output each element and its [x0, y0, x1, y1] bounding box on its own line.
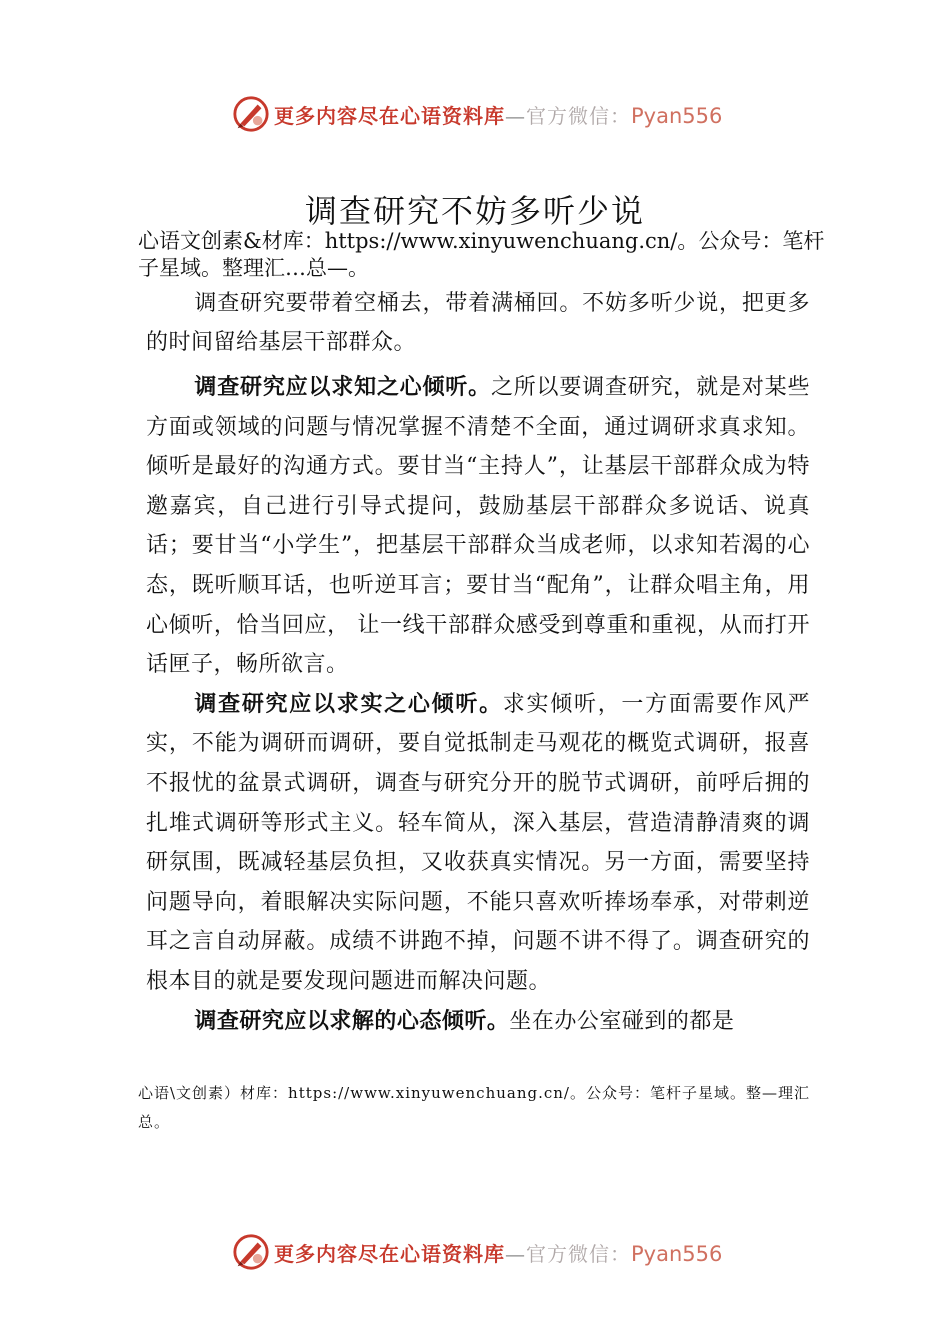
section-text: 求实倾听，一方面需要作风严实，不能为调研而调研，要自觉抵制走马观花的概览式调研，报喜不报忧的盆景式调研，调查与研究分开的脱节式调研，前呼后拥的扎堆式调研等形式主义。轻车简从，深入基层，营造清静清爽的调研氛围，既减轻基层负担，又收获真实情况。另一方面，需要坚持问题导向，着眼解决实际问题，不能只喜欢听捧场奉承，对带刺逆耳之言自动屏蔽。成绩不讲跑不掉，问题不讲不得了。调查研究的根本目的就是要发现问题进而解决问题。 [146, 691, 810, 994]
section-heading: 调查研究应以求实之心倾听。 [194, 690, 503, 717]
banner-separator: — [505, 103, 526, 128]
banner-wechat-label: 官方微信： [526, 1241, 631, 1266]
footer-note: 心语\文创素）材库：https://www.xinyuwenchuang.cn/。公众号：笔杆子星域。整—理汇总。 [138, 1084, 810, 1131]
section-paragraph [146, 1002, 810, 1042]
header-banner [232, 94, 732, 134]
banner-wechat-label: 官方微信： [526, 103, 631, 128]
banner-text [274, 100, 722, 129]
article-body [146, 284, 810, 1041]
pen-logo-icon [232, 1233, 270, 1271]
banner-main: 更多内容尽在心语资料库 [274, 103, 505, 128]
section-text: 之所以要调查研究，就是对某些方面或领域的问题与情况掌握不清楚不全面，通过调研求真求知。倾听是最好的沟通方式。要甘当“主持人”，让基层干部群众成为特邀嘉宾，自己进行引导式提问，鼓励基层干部群众多说话、说真话；要甘当“小学生”，把基层干部群众当成老师，以求知若渴的心态，既听顺耳话，也听逆耳言；要甘当“配角”，让群众唱主角，用心倾听，恰当回应， 让一线干部群众感受到尊重和重视，从而打开话匣子，畅所欲言。 [146, 375, 810, 678]
section-heading: 调查研究应以求知之心倾听。 [194, 374, 491, 400]
pen-logo-icon [232, 95, 270, 133]
banner-text [274, 1238, 722, 1267]
banner-wechat-id: Pyan556 [631, 1241, 723, 1266]
banner-separator: — [505, 1241, 526, 1266]
banner-main: 更多内容尽在心语资料库 [274, 1241, 505, 1266]
page-title: 调查研究不妨多听少说 [304, 192, 645, 230]
section-text: 坐在办公室碰到的都是 [509, 1008, 735, 1034]
section-heading: 调查研究应以求解的心态倾听。 [194, 1007, 510, 1034]
section-paragraph [146, 685, 810, 1002]
footer-banner [232, 1232, 732, 1272]
banner-wechat-id: Pyan556 [631, 103, 723, 128]
section-paragraph [146, 368, 810, 685]
intro-paragraph: 调查研究要带着空桶去，带着满桶回。不妨多听少说，把更多的时间留给基层干部群众。 [146, 291, 810, 355]
source-line: 心语文创素&材库：https://www.xinyuwenchuang.cn/。公众号：笔杆子星域。整理汇…总—。 [138, 229, 825, 280]
